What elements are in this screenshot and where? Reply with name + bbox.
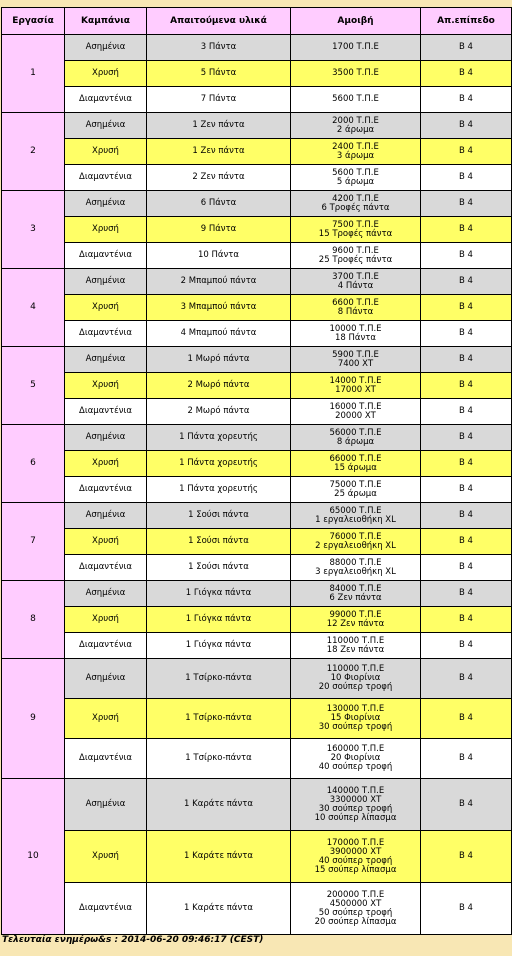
reward-cell — [291, 607, 421, 633]
campaign-cell: Διαμαντένια — [65, 399, 147, 425]
level-cell: Β 4 — [421, 633, 512, 659]
reward-line: 65000 Τ.Π.Ε — [329, 505, 382, 516]
campaign-cell: Χρυσή — [65, 61, 147, 87]
materials-cell: 1 Πάντα χορευτής — [147, 477, 291, 503]
materials-cell: 2 Μωρό πάντα — [147, 373, 291, 399]
campaign-cell: Διαμαντένια — [65, 165, 147, 191]
reward-cell — [291, 529, 421, 555]
campaign-cell: Διαμαντένια — [65, 633, 147, 659]
materials-cell: 1 Πάντα χορευτής — [147, 425, 291, 451]
reward-line: 10 Φιορίνια — [330, 673, 381, 683]
table-row — [2, 139, 512, 165]
campaign-cell: Χρυσή — [65, 699, 147, 739]
reward-line: 200000 Τ.Π.Ε — [326, 889, 385, 900]
task-number: 4 — [2, 269, 65, 347]
task-number: 8 — [2, 581, 65, 659]
reward-line: 4500000 ΧΤ — [329, 898, 382, 909]
level-cell: Β 4 — [421, 739, 512, 779]
campaign-cell: Χρυσή — [65, 451, 147, 477]
level-cell: Β 4 — [421, 35, 512, 61]
campaign-cell: Ασημένια — [65, 503, 147, 529]
materials-cell: 1 Ζεν πάντα — [147, 139, 291, 165]
materials-cell: 1 Καράτε πάντα — [147, 883, 291, 935]
reward-line: 15 Τροφές πάντα — [318, 228, 393, 239]
reward-line: 18 Ζεν πάντα — [326, 644, 385, 655]
campaign-cell: Ασημένια — [65, 659, 147, 699]
reward-line: 2000 Τ.Π.Ε — [332, 115, 379, 126]
reward-line: 5 άρωμα — [336, 176, 375, 187]
reward-line: 50 σούπερ τροφή — [318, 907, 393, 918]
reward-cell — [291, 883, 421, 935]
page-content — [1, 7, 511, 935]
materials-cell: 1 Γιόγκα πάντα — [147, 633, 291, 659]
reward-line: 40 σούπερ τροφή — [318, 762, 393, 772]
level-cell: Β 4 — [421, 113, 512, 139]
campaign-cell: Διαμαντένια — [65, 883, 147, 935]
reward-line: 5900 Τ.Π.Ε — [332, 349, 379, 360]
reward-line: 16000 Τ.Π.Ε — [329, 401, 382, 412]
materials-cell: 3 Μπαμπού πάντα — [147, 295, 291, 321]
reward-cell — [291, 477, 421, 503]
reward-cell — [291, 35, 421, 61]
materials-cell: 4 Μπαμπού πάντα — [147, 321, 291, 347]
header-level: Απ.επίπεδο — [421, 8, 512, 35]
campaign-cell: Χρυσή — [65, 139, 147, 165]
reward-line: 6 Τροφές πάντα — [321, 202, 390, 213]
reward-line: 2 εργαλειοθήκη XL — [315, 540, 396, 551]
materials-cell: 2 Ζεν πάντα — [147, 165, 291, 191]
reward-line: 3900000 ΧΤ — [329, 846, 382, 857]
reward-cell — [291, 139, 421, 165]
reward-cell — [291, 425, 421, 451]
reward-cell — [291, 633, 421, 659]
reward-line: 7500 Τ.Π.Ε — [332, 219, 379, 230]
reward-line: 20000 ΧΤ — [335, 410, 376, 421]
reward-cell — [291, 503, 421, 529]
reward-line: 4 Πάντα — [337, 280, 374, 291]
campaign-cell: Διαμαντένια — [65, 321, 147, 347]
materials-cell: 1 Μωρό πάντα — [147, 347, 291, 373]
task-number: 2 — [2, 113, 65, 191]
reward-cell — [291, 165, 421, 191]
reward-line: 10 σούπερ λίπασμα — [314, 812, 397, 823]
campaign-cell: Χρυσή — [65, 217, 147, 243]
header-campaign: Καμπάνια — [65, 8, 147, 35]
level-cell: Β 4 — [421, 399, 512, 425]
reward-cell — [291, 295, 421, 321]
reward-cell — [291, 269, 421, 295]
reward-line: 3500 Τ.Π.Ε — [332, 68, 379, 78]
materials-cell: 1 Τσίρκο-πάντα — [147, 699, 291, 739]
materials-cell: 1 Πάντα χορευτής — [147, 451, 291, 477]
task-number: 3 — [2, 191, 65, 269]
level-cell: Β 4 — [421, 425, 512, 451]
task-number: 9 — [2, 659, 65, 779]
reward-line: 6600 Τ.Π.Ε — [332, 297, 379, 308]
materials-cell: 1 Ζεν πάντα — [147, 113, 291, 139]
materials-cell: 1 Καράτε πάντα — [147, 779, 291, 831]
table-row — [2, 35, 512, 61]
materials-cell: 2 Μωρό πάντα — [147, 399, 291, 425]
level-cell: Β 4 — [421, 659, 512, 699]
reward-line: 5600 Τ.Π.Ε — [332, 94, 379, 104]
level-cell: Β 4 — [421, 217, 512, 243]
reward-line: 10000 Τ.Π.Ε — [329, 323, 382, 334]
materials-cell: 1 Τσίρκο-πάντα — [147, 739, 291, 779]
reward-line: 18 Πάντα — [335, 332, 376, 343]
header-task: Εργασία — [2, 8, 65, 35]
table-row — [2, 425, 512, 451]
reward-line: 20 Φιορίνια — [330, 753, 381, 763]
table-row — [2, 739, 512, 779]
level-cell: Β 4 — [421, 243, 512, 269]
reward-cell — [291, 243, 421, 269]
campaign-cell: Διαμαντένια — [65, 87, 147, 113]
reward-line: 140000 Τ.Π.Ε — [326, 785, 385, 796]
reward-line: 3300000 ΧΤ — [329, 794, 382, 805]
materials-cell: 10 Πάντα — [147, 243, 291, 269]
reward-line: 160000 Τ.Π.Ε — [326, 744, 385, 754]
reward-line: 25 Τροφές πάντα — [318, 254, 393, 265]
level-cell: Β 4 — [421, 61, 512, 87]
reward-line: 3700 Τ.Π.Ε — [332, 271, 379, 282]
reward-line: 15 άρωμα — [334, 462, 377, 473]
reward-line: 15 Φιορίνια — [330, 713, 381, 723]
level-cell: Β 4 — [421, 529, 512, 555]
campaign-cell: Χρυσή — [65, 295, 147, 321]
table-row — [2, 295, 512, 321]
campaign-cell: Χρυσή — [65, 831, 147, 883]
reward-line: 6 Ζεν πάντα — [329, 592, 382, 603]
table-row — [2, 191, 512, 217]
materials-cell: 3 Πάντα — [147, 35, 291, 61]
table-row — [2, 555, 512, 581]
reward-cell — [291, 217, 421, 243]
materials-cell: 1 Τσίρκο-πάντα — [147, 659, 291, 699]
materials-cell: 2 Μπαμπού πάντα — [147, 269, 291, 295]
table-row — [2, 399, 512, 425]
reward-cell — [291, 399, 421, 425]
task-number: 7 — [2, 503, 65, 581]
table-row — [2, 165, 512, 191]
table-row — [2, 269, 512, 295]
level-cell: Β 4 — [421, 831, 512, 883]
table-body — [2, 35, 512, 935]
campaign-cell: Ασημένια — [65, 581, 147, 607]
level-cell: Β 4 — [421, 581, 512, 607]
reward-cell — [291, 581, 421, 607]
table-row — [2, 373, 512, 399]
level-cell: Β 4 — [421, 191, 512, 217]
reward-cell — [291, 347, 421, 373]
level-cell: Β 4 — [421, 321, 512, 347]
reward-line: 7400 ΧΤ — [337, 358, 374, 369]
campaign-cell: Χρυσή — [65, 373, 147, 399]
reward-line: 3 εργαλειοθήκη XL — [315, 566, 396, 577]
campaign-cell: Ασημένια — [65, 269, 147, 295]
reward-line: 84000 Τ.Π.Ε — [329, 583, 382, 594]
level-cell: Β 4 — [421, 503, 512, 529]
reward-line: 20 σούπερ λίπασμα — [314, 916, 397, 927]
materials-cell: 9 Πάντα — [147, 217, 291, 243]
reward-line: 30 σούπερ τροφή — [318, 803, 393, 814]
level-cell: Β 4 — [421, 451, 512, 477]
reward-cell — [291, 373, 421, 399]
reward-line: 8 άρωμα — [336, 436, 375, 447]
reward-line: 5600 Τ.Π.Ε — [332, 167, 379, 178]
table-row — [2, 87, 512, 113]
reward-cell — [291, 699, 421, 739]
header-row — [2, 8, 512, 35]
materials-cell: 1 Γιόγκα πάντα — [147, 607, 291, 633]
reward-line: 1 εργαλειοθήκη XL — [315, 514, 396, 525]
materials-cell: 1 Σούσι πάντα — [147, 503, 291, 529]
reward-cell — [291, 779, 421, 831]
reward-line: 4200 Τ.Π.Ε — [332, 193, 379, 204]
reward-cell — [291, 739, 421, 779]
campaign-cell: Διαμαντένια — [65, 243, 147, 269]
last-updated: Τελευταία ενημέρω&s : 2014-06-20 09:46:17 (CEST) — [2, 935, 264, 945]
reward-line: 2 άρωμα — [336, 124, 375, 135]
reward-cell — [291, 831, 421, 883]
level-cell: Β 4 — [421, 347, 512, 373]
reward-cell — [291, 555, 421, 581]
reward-line: 3 άρωμα — [336, 150, 375, 161]
reward-line: 20 σούπερ τροφή — [318, 682, 393, 692]
table-row — [2, 659, 512, 699]
table-row — [2, 451, 512, 477]
materials-cell: 1 Σούσι πάντα — [147, 529, 291, 555]
campaign-cell: Ασημένια — [65, 347, 147, 373]
reward-line: 75000 Τ.Π.Ε — [329, 479, 382, 490]
reward-cell — [291, 321, 421, 347]
reward-line: 9600 Τ.Π.Ε — [332, 245, 379, 256]
reward-line: 66000 Τ.Π.Ε — [329, 453, 382, 464]
table-row — [2, 883, 512, 935]
table-row — [2, 477, 512, 503]
campaign-cell: Ασημένια — [65, 425, 147, 451]
level-cell: Β 4 — [421, 607, 512, 633]
materials-cell: 1 Γιόγκα πάντα — [147, 581, 291, 607]
reward-line: 2400 Τ.Π.Ε — [332, 141, 379, 152]
reward-cell — [291, 87, 421, 113]
materials-cell: 6 Πάντα — [147, 191, 291, 217]
level-cell: Β 4 — [421, 555, 512, 581]
table-row — [2, 831, 512, 883]
table-row — [2, 243, 512, 269]
reward-line: 76000 Τ.Π.Ε — [329, 531, 382, 542]
table-row — [2, 581, 512, 607]
campaign-cell: Χρυσή — [65, 529, 147, 555]
header-materials: Απαιτούμενα υλικά — [147, 8, 291, 35]
table-row — [2, 633, 512, 659]
campaign-cell: Διαμαντένια — [65, 477, 147, 503]
reward-line: 14000 Τ.Π.Ε — [329, 375, 382, 386]
materials-cell: 1 Σούσι πάντα — [147, 555, 291, 581]
reward-line: 25 άρωμα — [334, 488, 377, 499]
table-row — [2, 347, 512, 373]
table-row — [2, 217, 512, 243]
reward-line: 15 σούπερ λίπασμα — [314, 864, 397, 875]
reward-line: 99000 Τ.Π.Ε — [329, 609, 382, 620]
table-row — [2, 607, 512, 633]
table-row — [2, 321, 512, 347]
materials-cell: 5 Πάντα — [147, 61, 291, 87]
level-cell: Β 4 — [421, 295, 512, 321]
level-cell: Β 4 — [421, 477, 512, 503]
level-cell: Β 4 — [421, 139, 512, 165]
campaign-cell: Ασημένια — [65, 35, 147, 61]
task-number: 10 — [2, 779, 65, 935]
reward-cell — [291, 61, 421, 87]
reward-line: 1700 Τ.Π.Ε — [332, 42, 379, 52]
table-row — [2, 503, 512, 529]
level-cell: Β 4 — [421, 165, 512, 191]
table-row — [2, 113, 512, 139]
reward-line: 130000 Τ.Π.Ε — [326, 704, 385, 714]
header-reward: Αμοιβή — [291, 8, 421, 35]
tasks-table — [1, 7, 512, 935]
reward-cell — [291, 659, 421, 699]
campaign-cell: Ασημένια — [65, 113, 147, 139]
campaign-cell: Διαμαντένια — [65, 739, 147, 779]
campaign-cell: Διαμαντένια — [65, 555, 147, 581]
reward-line: 88000 Τ.Π.Ε — [329, 557, 382, 568]
task-number: 1 — [2, 35, 65, 113]
materials-cell: 1 Καράτε πάντα — [147, 831, 291, 883]
table-row — [2, 699, 512, 739]
task-number: 5 — [2, 347, 65, 425]
materials-cell: 7 Πάντα — [147, 87, 291, 113]
campaign-cell: Ασημένια — [65, 191, 147, 217]
reward-line: 110000 Τ.Π.Ε — [326, 635, 385, 646]
reward-cell — [291, 113, 421, 139]
reward-cell — [291, 451, 421, 477]
reward-line: 30 σούπερ τροφή — [318, 722, 393, 732]
level-cell: Β 4 — [421, 779, 512, 831]
reward-line: 17000 ΧΤ — [335, 384, 376, 395]
reward-cell — [291, 191, 421, 217]
reward-line: 110000 Τ.Π.Ε — [326, 664, 385, 674]
reward-line: 170000 Τ.Π.Ε — [326, 837, 385, 848]
level-cell: Β 4 — [421, 87, 512, 113]
reward-line: 40 σούπερ τροφή — [318, 855, 393, 866]
reward-line: 12 Ζεν πάντα — [326, 618, 385, 629]
table-row — [2, 61, 512, 87]
reward-line: 56000 Τ.Π.Ε — [329, 427, 382, 438]
level-cell: Β 4 — [421, 699, 512, 739]
task-number: 6 — [2, 425, 65, 503]
reward-line: 8 Πάντα — [337, 306, 374, 317]
campaign-cell: Χρυσή — [65, 607, 147, 633]
level-cell: Β 4 — [421, 373, 512, 399]
campaign-cell: Ασημένια — [65, 779, 147, 831]
table-row — [2, 779, 512, 831]
table-row — [2, 529, 512, 555]
level-cell: Β 4 — [421, 269, 512, 295]
level-cell: Β 4 — [421, 883, 512, 935]
